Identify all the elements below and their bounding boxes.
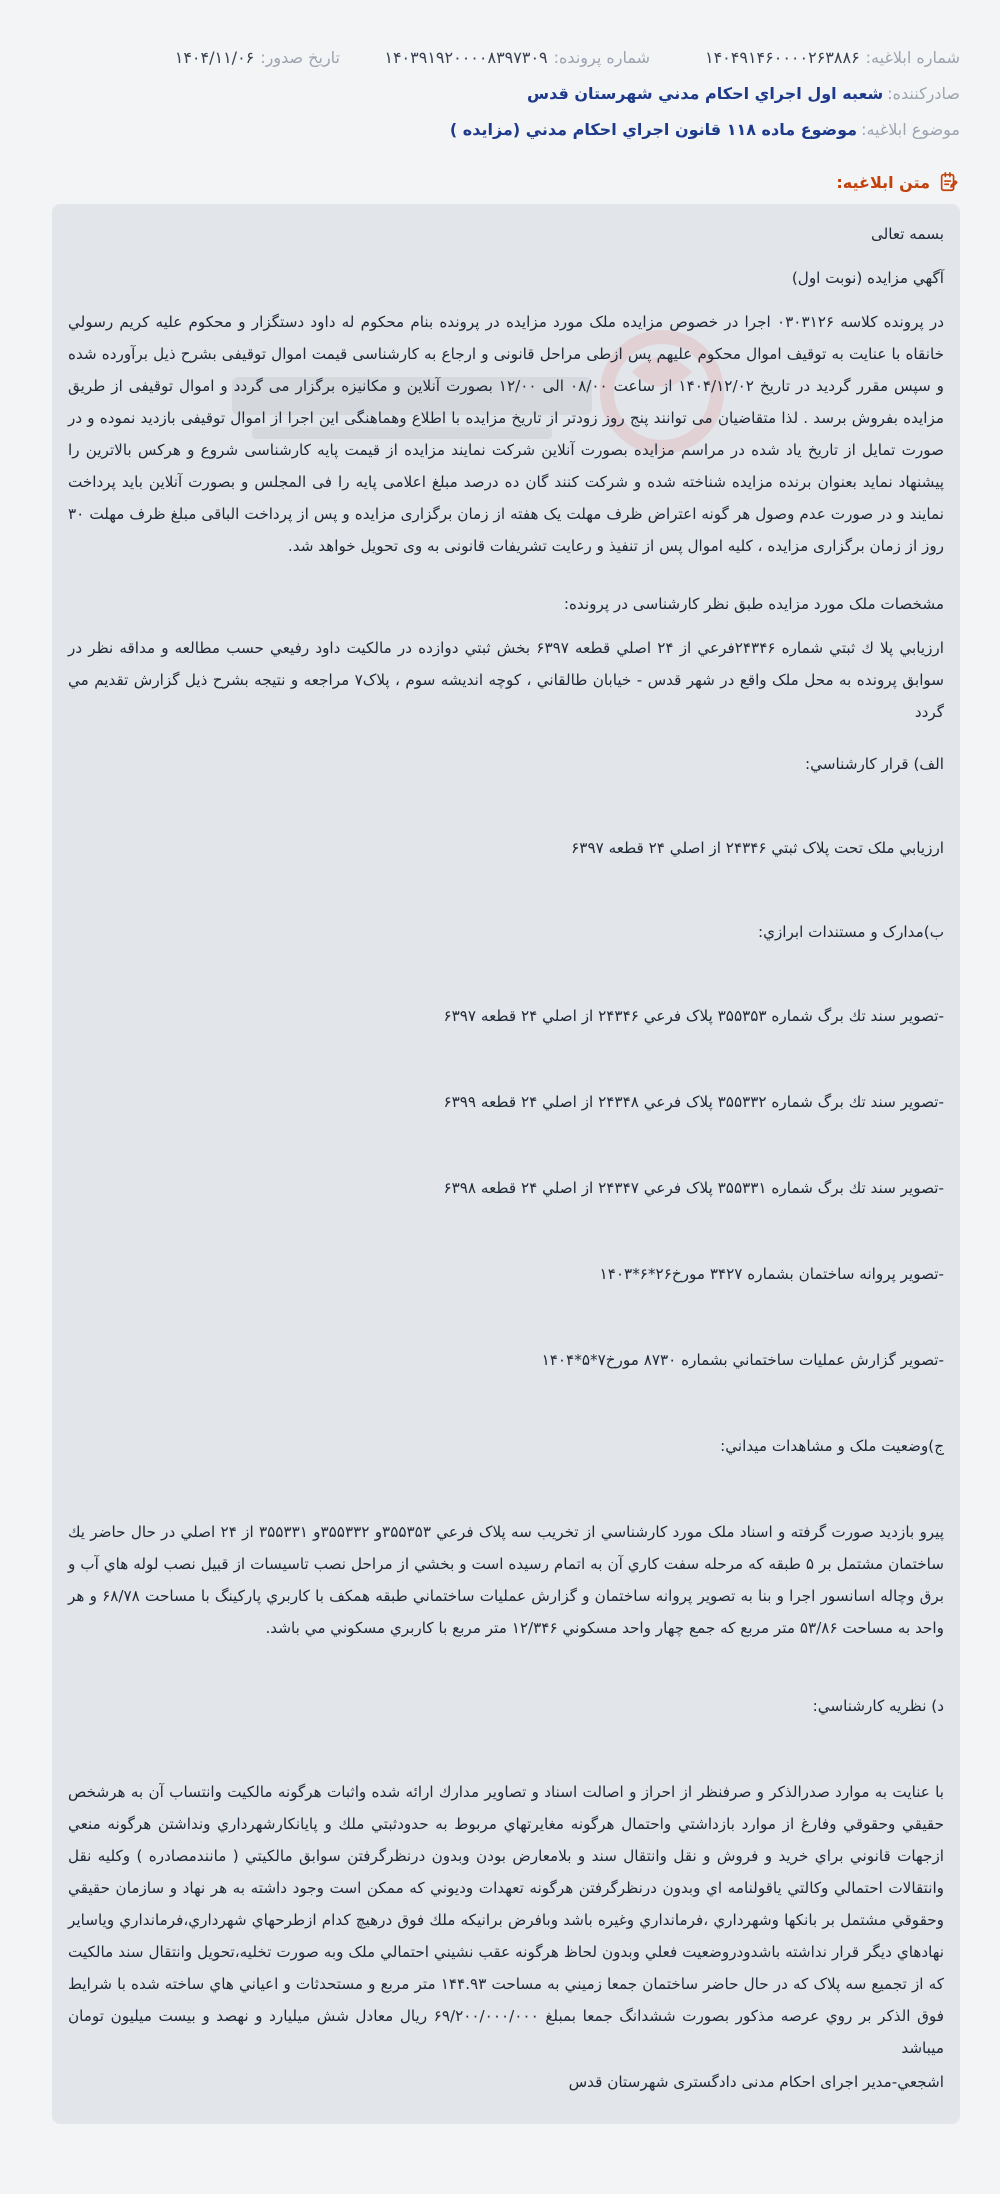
notice-document-icon xyxy=(938,171,960,193)
issue-date-label: تاریخ صدور: xyxy=(260,48,340,67)
section-header xyxy=(836,168,960,196)
issuer-label: صادرکننده: xyxy=(887,84,960,103)
expert-opinion-heading: د) نظريه کارشناسي: xyxy=(812,1697,944,1715)
expert-order-heading: الف) قرار کارشناسي: xyxy=(805,755,944,773)
notice-number xyxy=(705,48,960,67)
auction-heading: آگهي مزايده (نوبت اول) xyxy=(791,269,944,287)
field-observations-paragraph: پيرو بازديد صورت گرفته و اسناد ملک مورد کارشناسي از تخريب سه پلاک فرعي ۳۵۵۳۵۳و ۳۵۵۳۳۲و ۳۵۵۳۳۱ از ۲۴ اصلي در حال حاضر يك ساختمان مشتمل بر ۵ طبقه که مرحله سفت کاري آن به اتمام رسيده است و بخشي از مراحل نصب تاسيسات از قبيل نصب لوله هاي آب و برق وچاله اسانسور اجرا و بنا به تصوير پروانه ساختمان و گزارش عمليات ساختماني طبقه همکف با کاربري پارکينگ با مساحت ۶۸/۷۸ و هر واحد به مساحت ۵۳/۸۶ متر مربع که جمع چهار واحد مسکوني ۱۲/۳۴۶ متر مربع با کاربري مسکوني مي باشد. xyxy=(68,1523,944,1637)
issue-date xyxy=(175,48,340,67)
subject-value: موضوع ماده ۱۱۸ قانون اجراي احکام مدني (مزايده ) xyxy=(449,120,858,139)
meta-row xyxy=(0,48,1000,78)
notice-body-panel xyxy=(52,204,960,2124)
document-item: -تصوير گزارش عمليات ساختماني بشماره ۸۷۳۰ مورخ۷*۵*۱۴۰۴ xyxy=(541,1351,944,1369)
property-specs-paragraph: ارزيابي پلا ك ثبتي شماره ۲۴۳۴۶فرعي از ۲۴ اصلي قطعه ۶۳۹۷ بخش ثبتي دوازده در مالکيت داود رفيعي حسب مطالعه و مداقه نظر در سوابق پرونده به محل ملک واقع در شهر قدس - خيابان طالقاني ، کوچه انديشه سوم ، پلاک۷ مراجعه و نتيجه بشرح ذيل گزارش تقديم مي گردد xyxy=(68,639,944,721)
notice-number-label: شماره ابلاغیه: xyxy=(865,48,960,67)
property-specs-heading: مشخصات ملک مورد مزایده طبق نظر کارشناسی در پرونده: xyxy=(563,595,944,613)
notice-subject xyxy=(450,120,960,139)
document-item: -تصوير سند تك برگ شماره ۳۵۵۳۵۳ پلاک فرعي ۲۴۳۴۶ از اصلي ۲۴ قطعه ۶۳۹۷ xyxy=(443,1007,944,1025)
salutation: بسمه تعالی xyxy=(871,225,944,243)
case-number-value: ۱۴۰۳۹۱۹۲۰۰۰۰۸۳۹۷۳۰۹ xyxy=(384,48,548,67)
issuer xyxy=(527,84,960,103)
expert-opinion-paragraph: با عنايت به موارد صدرالذکر و صرفنظر از احراز و اصالت اسناد و تصاوير مدارك ارائه شده واثبات هرگونه مالکيت وانتساب آن به هرشخص حقيقي وحقوقي وفارغ از موارد بازداشتي واحتمال هرگونه مغايرتهاي مربوط به حدودثبتي ملك و پايانكارشهرداري ونداشتن هرگونه منعي ازجهات قانوني براي خريد و فروش و نقل وانتقال سند و بلامعارض بودن وبدون درنظرگرفتن سوابق مالكيتي ( مانندمصادره ) وكليه نقل وانتقالات احتمالي وكالتي ياقولنامه اي وبدون درنظرگرفتن هرگونه تعهدات وديوني كه ممكن است وجود داشته به هر نهاد و سازمان حقيقي وحقوقي مشتمل بر بانكها وشهرداري ،فرمانداري وغيره باشد وبافرض برانيكه ملك فوق درهيچ كدام ازطرحهاي شهرداري،فرمانداري وياساير نهادهاي ديگر قرار نداشته باشدودروضعيت فعلي وبدون لحاظ هرگونه عقب نشيني احتمالي ملک وبه صورت تخليه،تحويل وانتقال سند مالکيت که از تجميع سه پلاک که در حال حاضر ساختمان جمعا زميني به مساحت ۱۴۴.۹۳ متر مربع و مستحدثات و اعياني هاي ساخته شده با شرايط فوق الذکر بر روي عرصه مذکور بصورت ششدانگ جمعا بمبلغ ۶۹/۲۰۰/۰۰۰/۰۰۰ ريال معادل شش ميليارد و نهصد و بيست ميليون تومان ميباشد xyxy=(68,1783,944,2057)
issue-date-value: ۱۴۰۴/۱۱/۰۶ xyxy=(174,48,255,67)
section-title: متن ابلاغیه: xyxy=(836,172,930,192)
case-number xyxy=(384,48,650,67)
case-number-label: شماره پرونده: xyxy=(553,48,650,67)
document-item: -تصوير سند تك برگ شماره ۳۵۵۳۳۱ پلاک فرعي ۲۴۳۴۷ از اصلي ۲۴ قطعه ۶۳۹۸ xyxy=(443,1179,944,1197)
documents-heading: ب)مدارک و مستندات ابرازي: xyxy=(757,923,944,941)
expert-order-text: ارزيابي ملک تحت پلاک ثبتي ۲۴۳۴۶ از اصلي ۲۴ قطعه ۶۳۹۷ xyxy=(571,839,944,857)
field-observations-heading: ج)وضعيت ملک و مشاهدات ميداني: xyxy=(720,1437,944,1455)
notice-number-value: ۱۴۰۴۹۱۴۶۰۰۰۰۲۶۳۸۸۶ xyxy=(704,48,860,67)
document-item: -تصوير سند تك برگ شماره ۳۵۵۳۳۲ پلاک فرعي ۲۴۳۴۸ از اصلي ۲۴ قطعه ۶۳۹۹ xyxy=(443,1093,944,1111)
issuer-value: شعبه اول اجراي احکام مدني شهرستان قدس xyxy=(527,84,884,103)
subject-label: موضوع ابلاغیه: xyxy=(861,120,960,139)
document-item: -تصوير پروانه ساختمان بشماره ۳۴۲۷ مورخ۲۶*۶*۱۴۰۳ xyxy=(599,1265,944,1283)
auction-paragraph: در پرونده کلاسه ۰۳۰۳۱۲۶ اجرا در خصوص مزایده ملک مورد مزایده در پرونده بنام محکوم له داود دستگزار و محکوم علیه کریم رسولي خانقاه با عنایت به توقیف اموال محکوم علیهم پس ازطی مراحل قانونی و ارجاع به کارشناسی قیمت اموال توقیفی بشرح ذیل برآورده شده و سپس مقرر گردید در تاریخ ۱۴۰۴/۱۲/۰۲ از ساعت ۰۸/۰۰ الی ۱۲/۰۰ بصورت آنلاین و مکانیزه برگزار می گردد و اموال توقیفی از طریق مزایده بفروش برسد . لذا متقاضیان می توانند پنج روز زودتر از تاریخ مزایده با اطلاع وهماهنگی این اجرا از اموال توقیفی بازدید نموده و در صورت تمایل از تاریخ یاد شده در مراسم مزایده بصورت آنلاین شرکت نمایند مزایده از قیمت پایه کارشناسی شروع و هرکس بالاترین را پیشنهاد نماید بعنوان برنده مزایده شناخته شده و شرکت کنند گان ده درصد مبلغ اعلامی پایه را فی المجلس و بصورت آنلاین باید پرداخت نمایند و در صورت عدم وصول هر گونه اعتراض ظرف مهلت یک هفته از زمان برگزاری مزایده و پس از پرداخت الباقی مبلغ ظرف مهلت ۳۰ روز از زمان برگزاری مزایده ، کلیه اموال پس از تنفیذ و رعایت تشریفات قانونی به وی تحویل خواهد شد. xyxy=(68,313,944,555)
signature-line: اشجعي-مدير اجرای احکام مدنی دادگستری شهرستان قدس xyxy=(568,2073,944,2091)
